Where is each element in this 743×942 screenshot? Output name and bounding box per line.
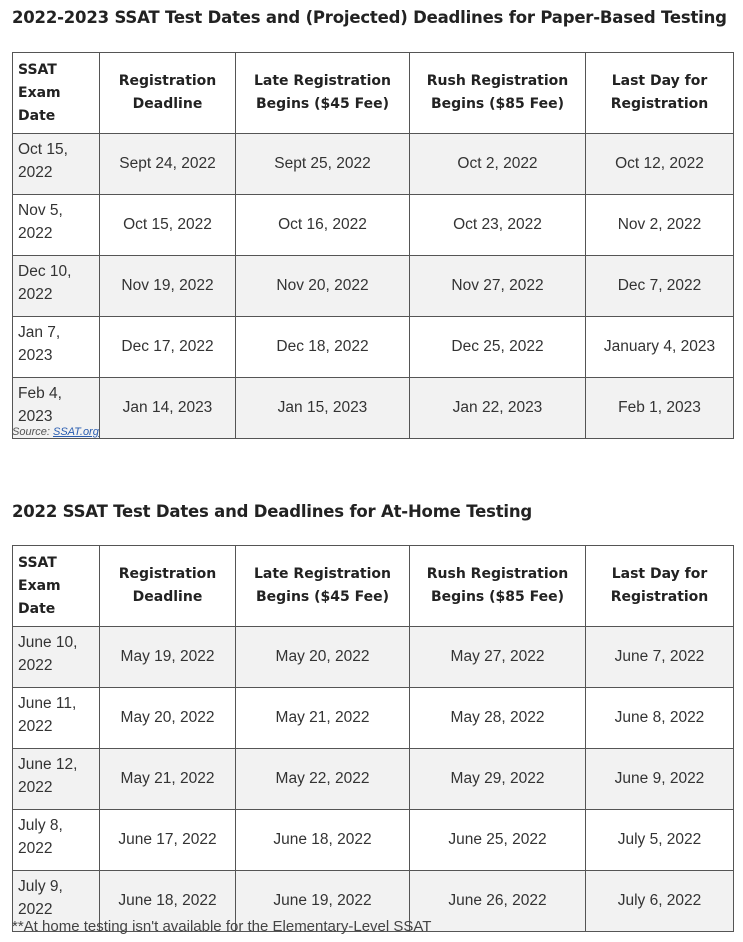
header-exam-date: SSAT Exam Date — [13, 53, 100, 134]
last-day-cell: Oct 12, 2022 — [586, 134, 734, 195]
table-row — [13, 195, 734, 256]
paper-testing-table — [12, 52, 734, 439]
exam-date-cell: Oct 15, 2022 — [13, 134, 100, 195]
source-label: Source: — [12, 426, 50, 438]
at-home-testing-table — [12, 545, 734, 932]
exam-date-cell: Dec 10, 2022 — [13, 256, 100, 317]
last-day-cell: Dec 7, 2022 — [586, 256, 734, 317]
last-day-cell: Nov 2, 2022 — [586, 195, 734, 256]
late-registration-cell: June 18, 2022 — [236, 810, 410, 871]
exam-date-cell: June 12, 2022 — [13, 749, 100, 810]
registration-deadline-cell: Oct 15, 2022 — [100, 195, 236, 256]
rush-registration-cell: June 25, 2022 — [410, 810, 586, 871]
rush-registration-cell: May 27, 2022 — [410, 627, 586, 688]
late-registration-cell: May 21, 2022 — [236, 688, 410, 749]
exam-date-cell: Nov 5, 2022 — [13, 195, 100, 256]
table-row — [13, 688, 734, 749]
registration-deadline-cell: May 19, 2022 — [100, 627, 236, 688]
header-rush-registration: Rush Registration Begins ($85 Fee) — [410, 53, 586, 134]
at-home-footnote: **At home testing isn't available for the Elementary-Level SSAT — [12, 918, 432, 935]
table-row — [13, 134, 734, 195]
header-registration-deadline: Registration Deadline — [100, 53, 236, 134]
exam-date-cell: June 11, 2022 — [13, 688, 100, 749]
last-day-cell: July 5, 2022 — [586, 810, 734, 871]
registration-deadline-cell: Nov 19, 2022 — [100, 256, 236, 317]
last-day-cell: January 4, 2023 — [586, 317, 734, 378]
late-registration-cell: Sept 25, 2022 — [236, 134, 410, 195]
rush-registration-cell: Jan 22, 2023 — [410, 378, 586, 439]
header-registration-deadline: Registration Deadline — [100, 546, 236, 627]
rush-registration-cell: Oct 2, 2022 — [410, 134, 586, 195]
table-row — [13, 256, 734, 317]
rush-registration-cell: May 28, 2022 — [410, 688, 586, 749]
late-registration-cell: Nov 20, 2022 — [236, 256, 410, 317]
exam-date-cell: June 10, 2022 — [13, 627, 100, 688]
header-last-day: Last Day for Registration — [586, 546, 734, 627]
late-registration-cell: May 22, 2022 — [236, 749, 410, 810]
registration-deadline-cell: June 17, 2022 — [100, 810, 236, 871]
late-registration-cell: May 20, 2022 — [236, 627, 410, 688]
last-day-cell: June 7, 2022 — [586, 627, 734, 688]
table-header-row — [13, 53, 734, 134]
table-row — [13, 627, 734, 688]
registration-deadline-cell: May 21, 2022 — [100, 749, 236, 810]
last-day-cell: Feb 1, 2023 — [586, 378, 734, 439]
registration-deadline-cell: May 20, 2022 — [100, 688, 236, 749]
header-late-registration: Late Registration Begins ($45 Fee) — [236, 546, 410, 627]
table-row — [13, 378, 734, 439]
late-registration-cell: Dec 18, 2022 — [236, 317, 410, 378]
header-last-day: Last Day for Registration — [586, 53, 734, 134]
table-row — [13, 317, 734, 378]
at-home-testing-heading: 2022 SSAT Test Dates and Deadlines for At-Home Testing — [12, 502, 532, 521]
header-exam-date: SSAT Exam Date — [13, 546, 100, 627]
header-rush-registration: Rush Registration Begins ($85 Fee) — [410, 546, 586, 627]
header-late-registration: Late Registration Begins ($45 Fee) — [236, 53, 410, 134]
last-day-cell: July 6, 2022 — [586, 871, 734, 932]
exam-date-cell: Jan 7, 2023 — [13, 317, 100, 378]
table-row — [13, 749, 734, 810]
late-registration-cell: Jan 15, 2023 — [236, 378, 410, 439]
rush-registration-cell: June 26, 2022 — [410, 871, 586, 932]
exam-date-cell: July 8, 2022 — [13, 810, 100, 871]
exam-date-cell: July 9, 2022 — [13, 871, 100, 932]
source-link[interactable]: SSAT.org — [52, 426, 99, 438]
source-note — [12, 426, 99, 438]
rush-registration-cell: Oct 23, 2022 — [410, 195, 586, 256]
registration-deadline-cell: Dec 17, 2022 — [100, 317, 236, 378]
registration-deadline-cell: Sept 24, 2022 — [100, 134, 236, 195]
registration-deadline-cell: Jan 14, 2023 — [100, 378, 236, 439]
table-row — [13, 810, 734, 871]
last-day-cell: June 9, 2022 — [586, 749, 734, 810]
rush-registration-cell: Dec 25, 2022 — [410, 317, 586, 378]
rush-registration-cell: May 29, 2022 — [410, 749, 586, 810]
last-day-cell: June 8, 2022 — [586, 688, 734, 749]
table-header-row — [13, 546, 734, 627]
paper-testing-heading: 2022-2023 SSAT Test Dates and (Projected) Deadlines for Paper-Based Testing — [12, 8, 727, 27]
exam-date-cell: Feb 4, 2023 — [13, 378, 100, 439]
late-registration-cell: Oct 16, 2022 — [236, 195, 410, 256]
late-registration-cell: June 19, 2022 — [236, 871, 410, 932]
rush-registration-cell: Nov 27, 2022 — [410, 256, 586, 317]
registration-deadline-cell: June 18, 2022 — [100, 871, 236, 932]
